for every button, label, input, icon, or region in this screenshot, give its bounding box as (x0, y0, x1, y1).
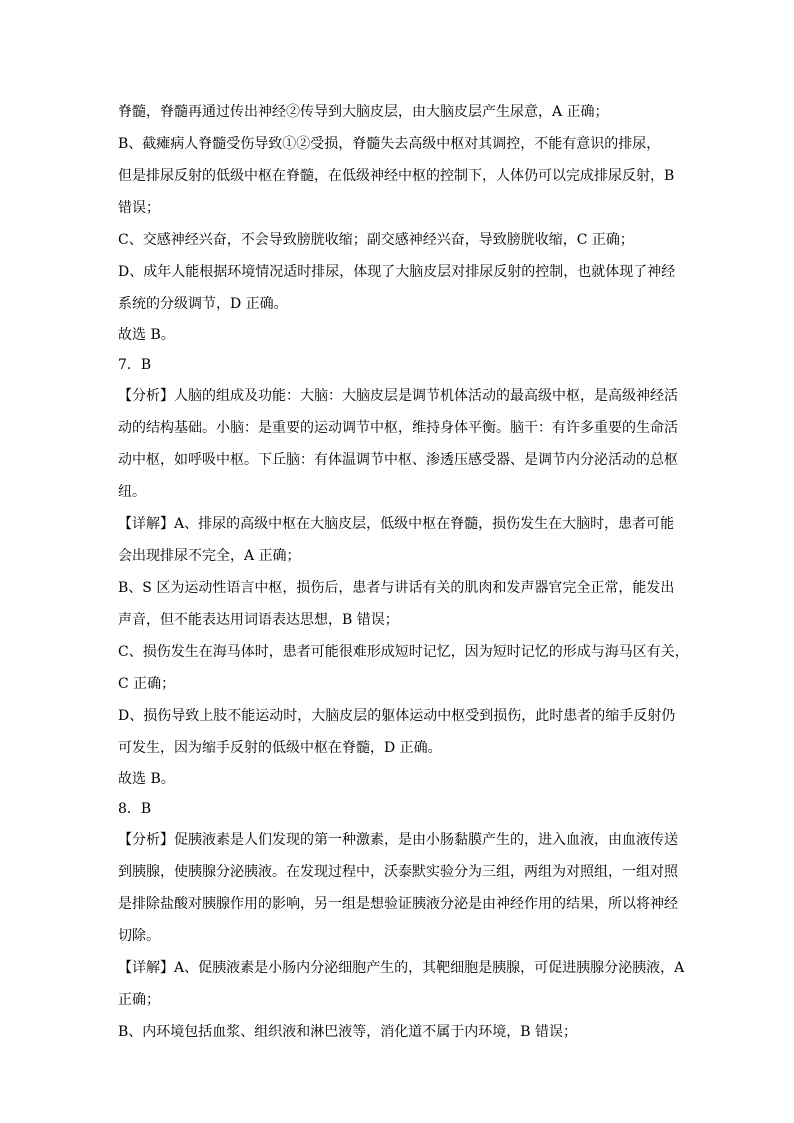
text-line: B、截瘫病人脊髓受伤导致①②受损，脊髓失去高级中枢对其调控，不能有意识的排尿， (118, 136, 661, 152)
text-line: 纽。 (118, 484, 146, 500)
text-line: B、S 区为运动性语言中枢，损伤后，患者与讲话有关的肌肉和发声器官完全正常，能发出 (118, 580, 675, 596)
text-line: 故选 B。 (118, 771, 175, 787)
document-page (118, 96, 688, 1048)
text-line: 正确； (118, 992, 160, 1008)
text-line: D、成年人能根据环境情况适时排尿，体现了大脑皮层对排尿反射的控制，也就体现了神经 (118, 264, 676, 280)
text-line: 但是排尿反射的低级中枢在脊髓，在低级神经中枢的控制下，人体仍可以完成排尿反射，B (118, 168, 675, 184)
text-line: 系统的分级调节，D 正确。 (118, 296, 288, 312)
text-line: 可发生，因为缩手反射的低级中枢在脊髓，D 正确。 (118, 740, 442, 756)
text-line: 【详解】A、排尿的高级中枢在大脑皮层，低级中枢在脊髓，损伤发生在大脑时，患者可能 (118, 516, 675, 532)
text-line: C、损伤发生在海马体时，患者可能很难形成短时记忆，因为短时记忆的形成与海马区有关， (118, 644, 689, 660)
text-line: 会出现排尿不完全，A 正确； (118, 548, 301, 564)
text-line: 故选 B。 (118, 327, 175, 343)
text-line: 动的结构基础。小脑：是重要的运动调节中枢，维持身体平衡。脑干：有许多重要的生命活 (118, 420, 678, 436)
text-line: 【分析】人脑的组成及功能：大脑：大脑皮层是调节机体活动的最高级中枢，是高级神经活 (118, 388, 678, 404)
question-number: 8．B (118, 801, 152, 817)
question-number: 7．B (118, 357, 152, 373)
text-line: 是排除盐酸对胰腺作用的影响，另一组是想验证胰液分泌是由神经作用的结果，所以将神经 (118, 896, 678, 912)
text-line: 【分析】促胰液素是人们发现的第一种激素，是由小肠黏膜产生的，进入血液，由血液传送 (118, 832, 678, 848)
text-line: 切除。 (118, 928, 160, 944)
text-line: 错误； (118, 200, 160, 216)
text-line: 【详解】A、促胰液素是小肠内分泌细胞产生的，其靶细胞是胰腺，可促进胰腺分泌胰液，A (118, 960, 685, 976)
text-line: 声音，但不能表达用词语表达思想，B 错误； (118, 612, 399, 628)
text-line: 到胰腺，使胰腺分泌胰液。在发现过程中，沃泰默实验分为三组，两组为对照组，一组对照 (118, 864, 678, 880)
text-line: D、损伤导致上肢不能运动时，大脑皮层的躯体运动中枢受到损伤，此时患者的缩手反射仍 (118, 708, 676, 724)
text-line: C、交感神经兴奋，不会导致膀胱收缩；副交感神经兴奋，导致膀胱收缩，C 正确； (118, 232, 634, 248)
text-line: B、内环境包括血浆、组织液和淋巴液等，消化道不属于内环境，B 错误； (118, 1024, 578, 1040)
text-line: C 正确； (118, 676, 176, 692)
text-line: 脊髓，脊髓再通过传出神经②传导到大脑皮层，由大脑皮层产生尿意，A 正确； (118, 104, 609, 120)
text-line: 动中枢，如呼吸中枢。下丘脑：有体温调节中枢、渗透压感受器、是调节内分泌活动的总枢 (118, 452, 678, 468)
